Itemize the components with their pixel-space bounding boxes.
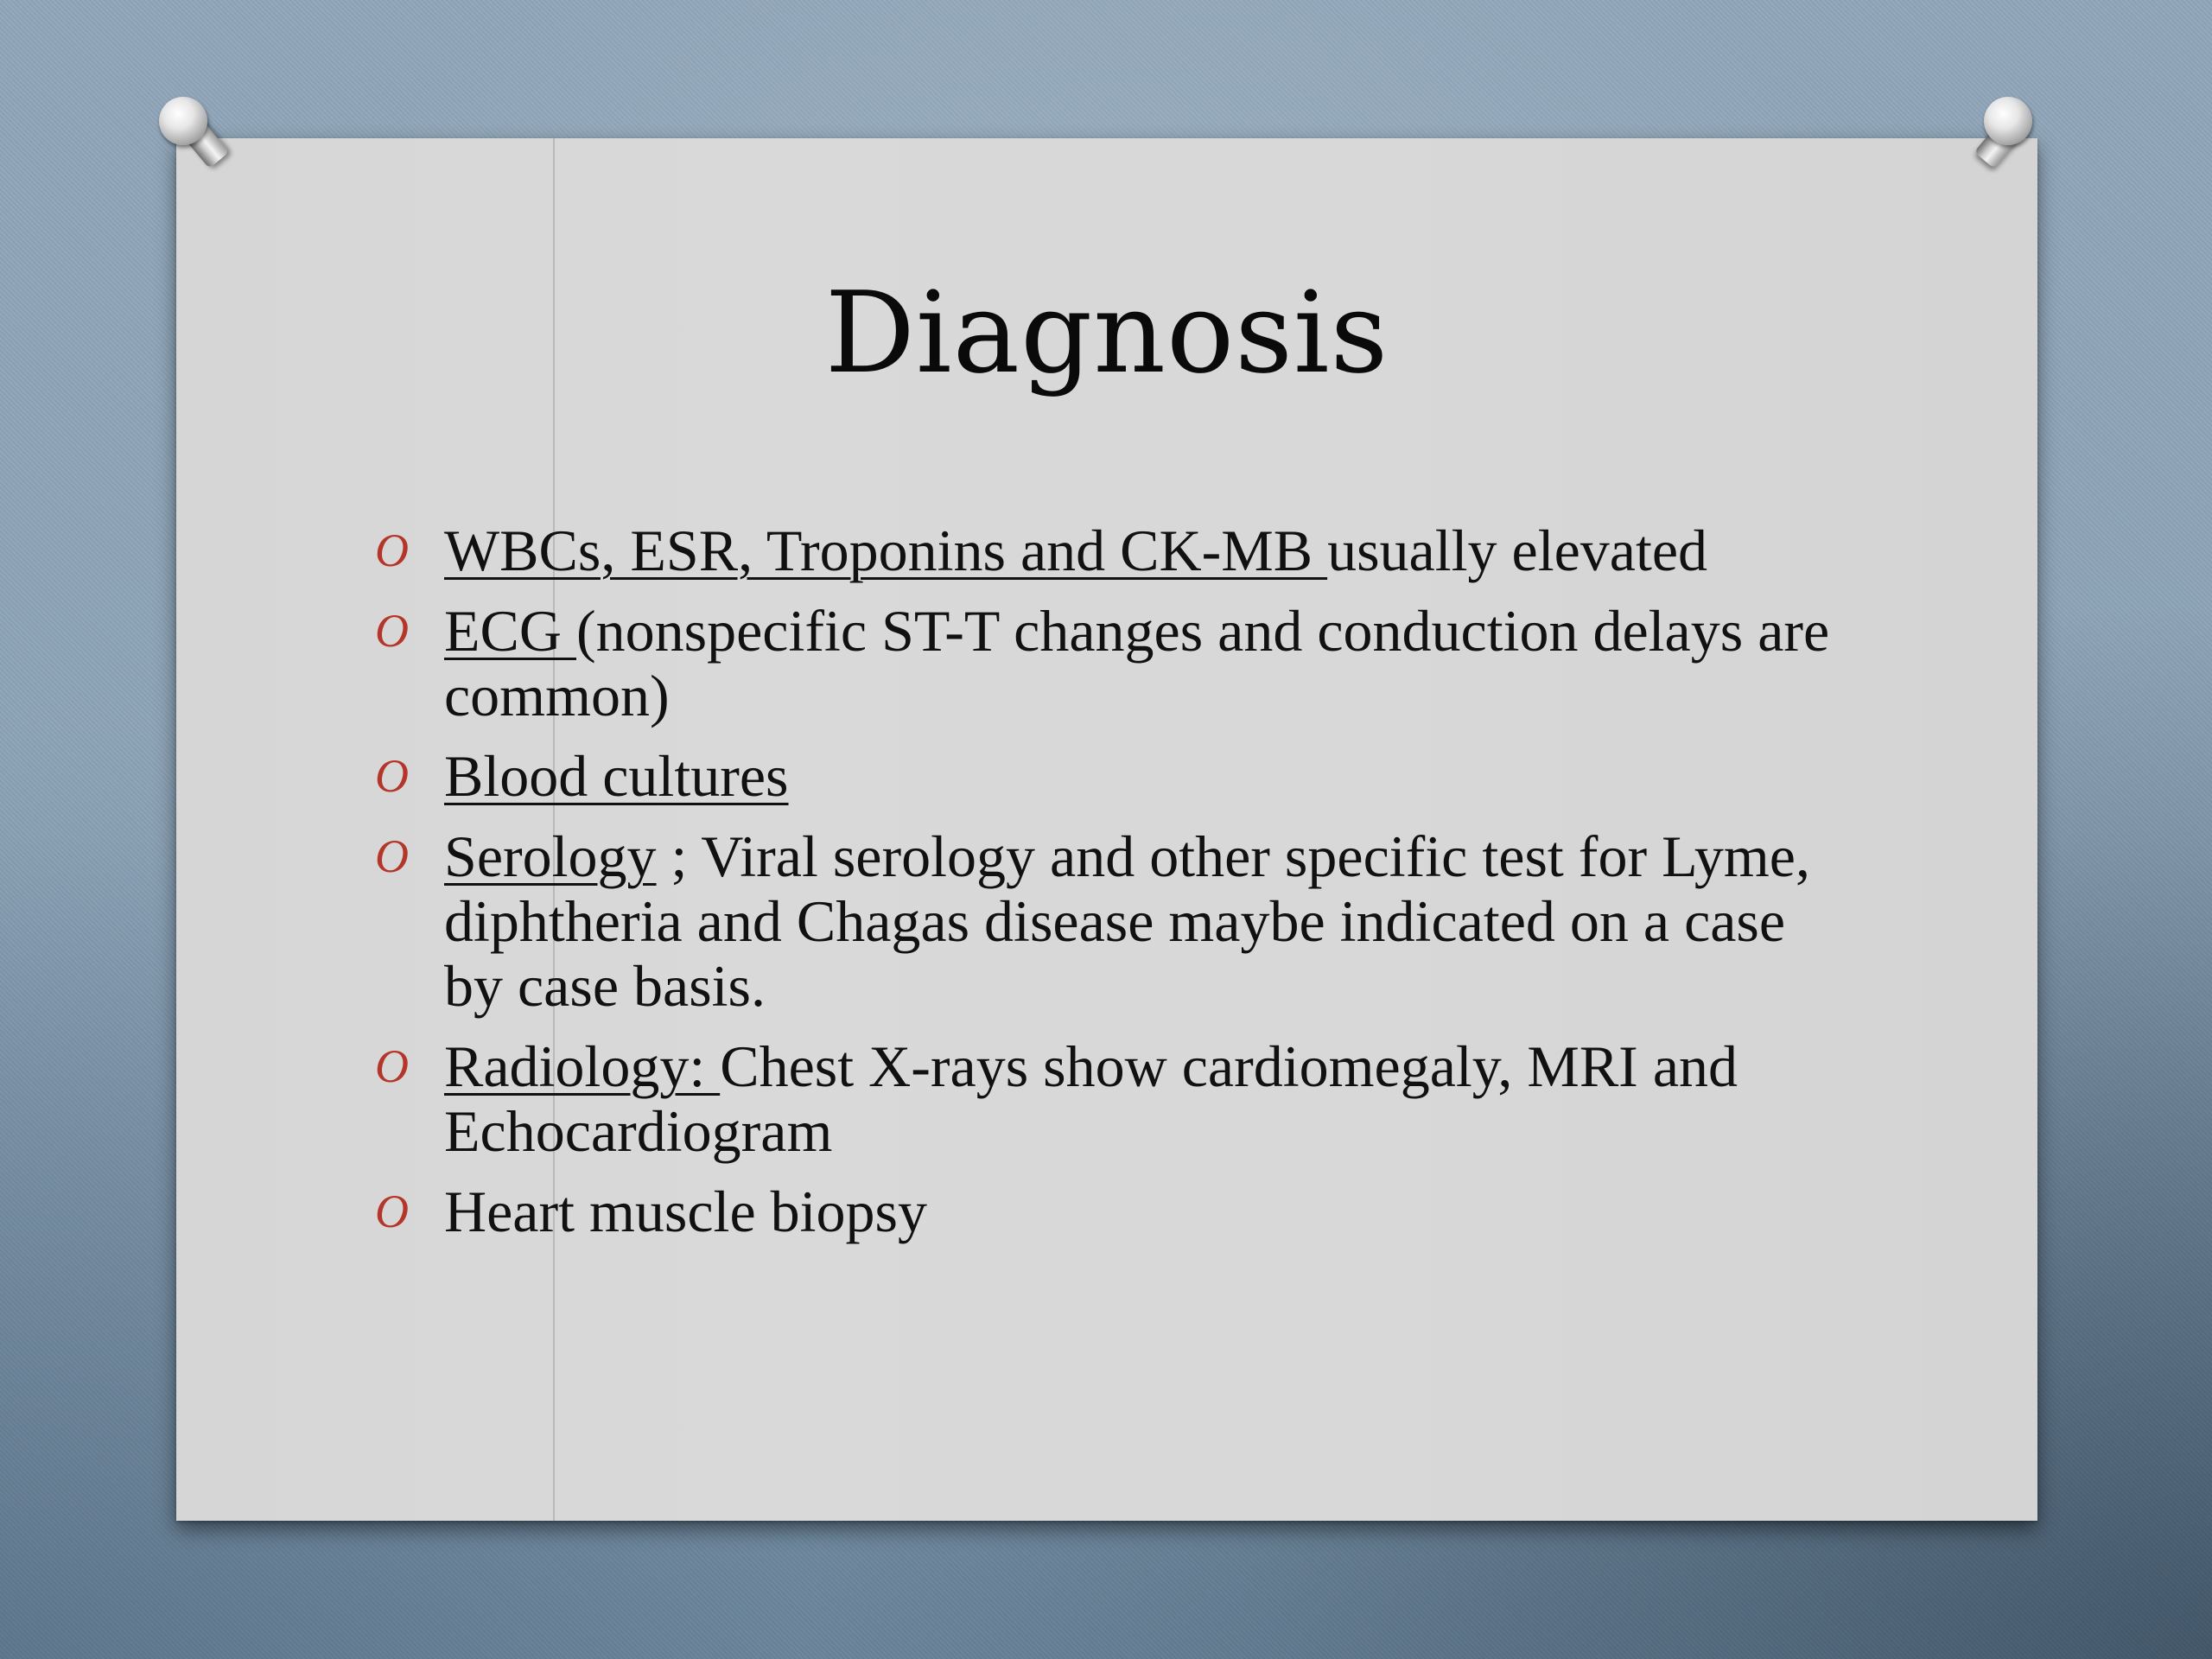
bullet-icon: O <box>375 524 409 576</box>
bullet-underlined-text: Radiology: <box>444 1033 721 1099</box>
bullet-icon: O <box>375 750 409 802</box>
bullet-underlined-text: ECG <box>444 598 576 664</box>
pushpin-head <box>1984 97 2032 145</box>
bullet-item <box>372 1179 1840 1244</box>
bullet-icon: O <box>375 1040 409 1092</box>
pushpin-icon <box>1979 93 2046 171</box>
pushpin-icon <box>154 93 221 171</box>
bullet-item <box>372 824 1840 1019</box>
bullet-text: Heart muscle biopsy <box>444 1179 927 1244</box>
bullet-list <box>372 518 1840 1260</box>
bullet-underlined-text: WBCs, ESR, Troponins and CK-MB <box>444 518 1328 583</box>
bullet-text: Chest X-rays show cardiomegaly, MRI and Echocardiogram <box>444 1033 1738 1164</box>
bullet-text: (nonspecific ST-T changes and conduction delays are common) <box>444 598 1830 728</box>
bullet-item <box>372 1034 1840 1164</box>
bullet-item <box>372 518 1840 583</box>
bullet-underlined-text: Blood cultures <box>444 743 789 809</box>
slide-title: Diagnosis <box>824 267 1389 398</box>
bullet-icon: O <box>375 1185 409 1237</box>
bullet-text: usually elevated <box>1327 518 1708 583</box>
bullet-item <box>372 599 1840 728</box>
bullet-underlined-text: Serology <box>444 823 657 889</box>
pushpin-head <box>159 97 207 145</box>
bullet-icon: O <box>375 830 409 882</box>
bullet-item <box>372 744 1840 809</box>
bullet-icon: O <box>375 605 409 657</box>
bullet-text: ; Viral serology and other specific test for Lyme, diphtheria and Chagas disease maybe indicated on a case by case basis. <box>444 823 1810 1019</box>
